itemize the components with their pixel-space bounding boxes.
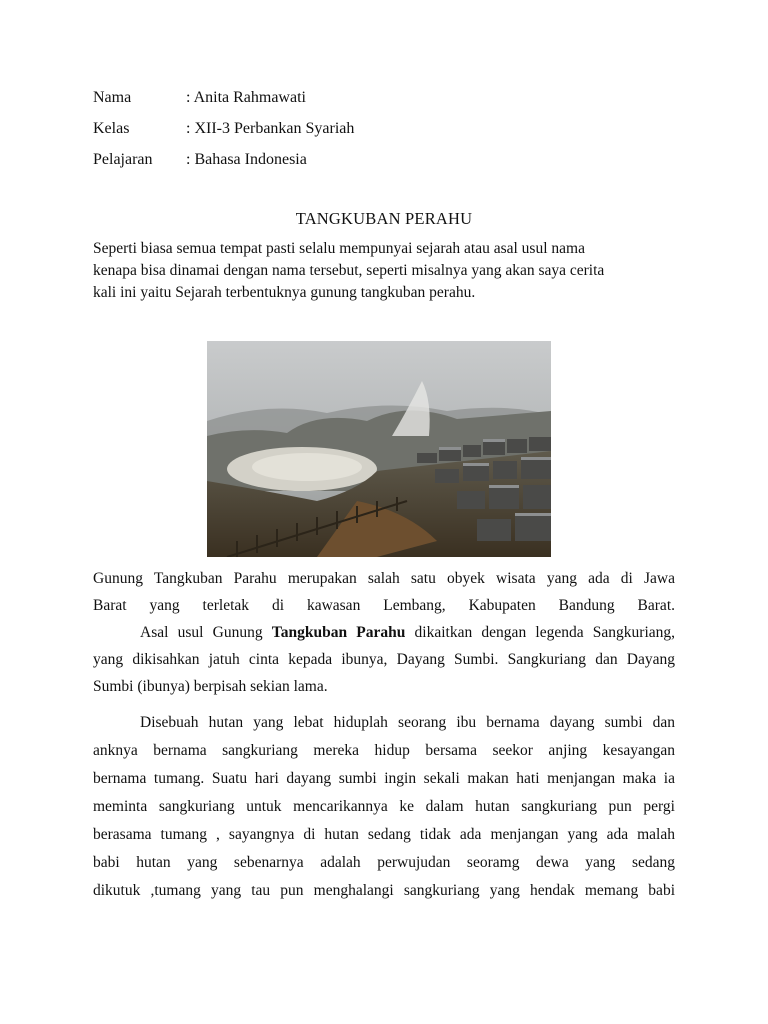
body-line bbox=[140, 621, 675, 645]
body-line: meminta sangkuriang untuk mencarikannya ke dalam hutan sangkuriang pun pergi bbox=[93, 798, 675, 815]
info-label: Nama bbox=[93, 89, 132, 106]
info-value: : Anita Rahmawati bbox=[186, 89, 306, 106]
info-row-pelajaran bbox=[93, 150, 307, 170]
info-row-nama bbox=[93, 88, 306, 108]
body-text: Asal usul Gunung bbox=[140, 624, 272, 641]
intro-line: kenapa bisa dinamai dengan nama tersebut, seperti misalnya yang akan saya cerita bbox=[93, 262, 605, 279]
bold-text: Tangkuban Parahu bbox=[271, 624, 406, 641]
photo-illustration bbox=[207, 341, 551, 557]
crater-landscape-photo bbox=[207, 341, 551, 557]
body-line: berasama tumang , sayangnya di hutan sedang tidak ada menjangan yang ada malah bbox=[93, 826, 675, 843]
intro-line: Seperti biasa semua tempat pasti selalu mempunyai sejarah atau asal usul nama bbox=[93, 240, 585, 257]
body-line: Barat yang terletak di kawasan Lembang, Kabupaten Bandung Barat. bbox=[93, 597, 675, 614]
body-line: Sumbi (ibunya) berpisah sekian lama. bbox=[93, 678, 328, 695]
body-line: bernama tumang. Suatu hari dayang sumbi ingin sekali makan hati menjangan maka ia bbox=[93, 770, 675, 787]
info-row-kelas bbox=[93, 119, 354, 139]
body-line: Disebuah hutan yang lebat hiduplah seorang ibu bernama dayang sumbi dan bbox=[140, 714, 675, 731]
info-label: Pelajaran bbox=[93, 151, 153, 168]
info-value: : XII-3 Perbankan Syariah bbox=[186, 120, 355, 137]
intro-line: kali ini yaitu Sejarah terbentuknya gunung tangkuban perahu. bbox=[93, 284, 476, 301]
body-line: Gunung Tangkuban Parahu merupakan salah satu obyek wisata yang ada di Jawa bbox=[93, 570, 675, 587]
body-line: babi hutan yang sebenarnya adalah perwujudan seoramg dewa yang sedang bbox=[93, 854, 675, 871]
document-title: TANGKUBAN PERAHU bbox=[295, 209, 473, 228]
body-line: anknya bernama sangkuriang mereka hidup bersama seekor anjing kesayangan bbox=[93, 742, 675, 759]
info-value: : Bahasa Indonesia bbox=[186, 151, 307, 168]
info-label: Kelas bbox=[93, 120, 130, 137]
intro-paragraph bbox=[93, 238, 683, 304]
body-text: dikaitkan dengan legenda Sangkuriang, bbox=[405, 624, 676, 641]
body-line: dikutuk ,tumang yang tau pun menghalangi sangkuriang yang hendak memang babi bbox=[93, 882, 675, 899]
body-line: yang dikisahkan jatuh cinta kepada ibunya, Dayang Sumbi. Sangkuriang dan Dayang bbox=[93, 651, 675, 668]
